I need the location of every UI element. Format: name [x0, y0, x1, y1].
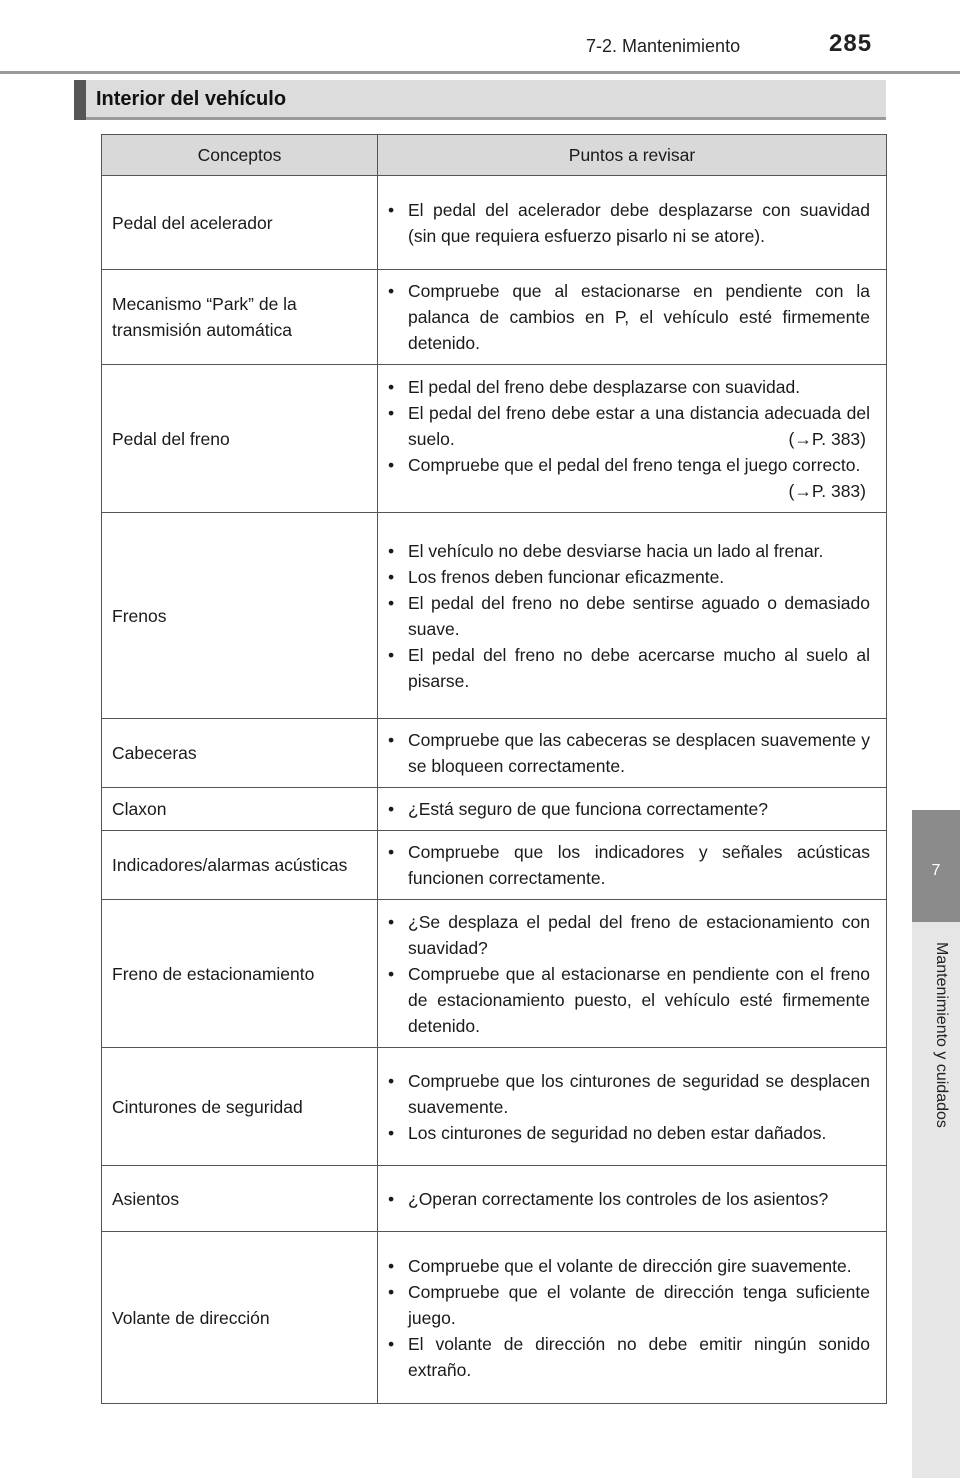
list-item [388, 278, 870, 356]
list-item [388, 197, 870, 249]
concept-cell: Claxon [102, 788, 378, 831]
list-item [388, 796, 870, 822]
point-text: Compruebe que al estacionarse en pendiente con la palanca de cambios en P, el vehículo esté firmemente detenido. [408, 281, 870, 353]
list-item [388, 452, 870, 501]
points-list [388, 538, 870, 694]
list-item [388, 1279, 870, 1331]
points-cell [378, 788, 887, 831]
table-row [102, 1232, 887, 1404]
point-text: ¿Operan correctamente los controles de los asientos? [408, 1188, 829, 1209]
points-cell [378, 1166, 887, 1232]
list-item [388, 1186, 870, 1212]
concept-cell: Pedal del freno [102, 365, 378, 513]
points-cell [378, 270, 887, 365]
list-item [388, 839, 870, 891]
table-row [102, 831, 887, 900]
bullet-icon: • [388, 402, 395, 423]
points-list [388, 278, 870, 356]
point-text: El pedal del freno debe estar a una distancia adecuada del suelo. [408, 402, 870, 449]
point-text: Compruebe que los indicadores y señales acústicas funcionen correctamente. [408, 842, 870, 888]
points-cell [378, 513, 887, 719]
list-item [388, 961, 870, 1039]
concept-cell: Pedal del acelerador [102, 176, 378, 270]
list-item [388, 727, 870, 779]
points-list [388, 1253, 870, 1383]
points-cell [378, 1232, 887, 1404]
concept-cell: Asientos [102, 1166, 378, 1232]
list-item [388, 564, 870, 590]
points-cell [378, 365, 887, 513]
table-row [102, 719, 887, 788]
point-text: El pedal del freno no debe acercarse mucho al suelo al pisarse. [408, 644, 870, 691]
points-list [388, 727, 870, 779]
concept-cell: Freno de estacionamiento [102, 900, 378, 1048]
heading-accent-bar [74, 80, 86, 120]
bullet-icon: • [388, 1255, 395, 1276]
points-list [388, 796, 870, 822]
chapter-side-tab [912, 810, 960, 1478]
page-reference: (→P. 383) [788, 428, 866, 449]
table-row [102, 365, 887, 513]
list-item [388, 1253, 870, 1279]
point-text: Los frenos deben funcionar eficazmente. [408, 566, 725, 587]
points-cell [378, 831, 887, 900]
inspection-table [101, 134, 887, 1404]
list-item [388, 1331, 870, 1383]
points-cell [378, 719, 887, 788]
bullet-icon: • [388, 376, 395, 397]
points-cell [378, 176, 887, 270]
point-text: El pedal del acelerador debe desplazarse con suavidad (sin que requiera esfuerzo pisarlo ni se atore). [408, 199, 870, 246]
concept-cell: Indicadores/alarmas acústicas [102, 831, 378, 900]
point-text: El pedal del freno no debe sentirse aguado o demasiado suave. [408, 592, 870, 639]
list-item [388, 642, 870, 694]
points-list [388, 909, 870, 1039]
point-text: Compruebe que el volante de dirección gire suavemente. [408, 1255, 852, 1276]
list-item [388, 374, 870, 400]
header-divider [0, 71, 960, 74]
page-number: 285 [829, 30, 873, 57]
table-row [102, 900, 887, 1048]
column-header-concepts: Conceptos [102, 135, 378, 176]
point-text: Compruebe que las cabeceras se desplacen suavemente y se bloqueen correctamente. [408, 730, 870, 776]
chapter-label: Mantenimiento y cuidados [933, 942, 950, 1128]
bullet-icon: • [388, 281, 395, 301]
point-text: ¿Está seguro de que funciona correctamente? [408, 799, 768, 819]
list-item [388, 400, 870, 452]
point-text: El volante de dirección no debe emitir ningún sonido extraño. [408, 1333, 870, 1380]
bullet-icon: • [388, 1188, 395, 1209]
bullet-icon: • [388, 1070, 395, 1091]
bullet-icon: • [388, 199, 395, 220]
bullet-icon: • [388, 963, 395, 984]
list-item [388, 1068, 870, 1120]
points-list [388, 1186, 870, 1212]
concept-cell: Cinturones de seguridad [102, 1048, 378, 1166]
table-header-row [102, 135, 887, 176]
page-reference: (→P. 383) [788, 480, 866, 501]
point-text: Compruebe que al estacionarse en pendiente con el freno de estacionamiento puesto, el vehículo esté firmemente detenido. [408, 963, 870, 1036]
page-header [0, 0, 960, 74]
table-row [102, 788, 887, 831]
section-heading [74, 80, 886, 120]
bullet-icon: • [388, 842, 395, 862]
bullet-icon: • [388, 1122, 395, 1143]
table-row [102, 270, 887, 365]
bullet-icon: • [388, 592, 395, 613]
table-body [102, 176, 887, 1404]
point-text: Compruebe que los cinturones de seguridad se desplacen suavemente. [408, 1070, 870, 1117]
table-row [102, 176, 887, 270]
table-row [102, 513, 887, 719]
section-reference: 7-2. Mantenimiento [586, 36, 741, 56]
bullet-icon: • [388, 540, 395, 561]
bullet-icon: • [388, 454, 395, 475]
point-text: Compruebe que el volante de dirección tenga suficiente juego. [408, 1281, 870, 1328]
bullet-icon: • [388, 1281, 395, 1302]
column-header-points: Puntos a revisar [378, 135, 887, 176]
point-text: Compruebe que el pedal del freno tenga el juego correcto. [408, 454, 861, 475]
bullet-icon: • [388, 799, 395, 819]
concept-cell: Mecanismo “Park” de la transmisión automática [102, 270, 378, 365]
points-cell [378, 900, 887, 1048]
concept-cell: Frenos [102, 513, 378, 719]
section-title: Interior del vehículo [96, 88, 287, 110]
point-text: ¿Se desplaza el pedal del freno de estacionamiento con suavidad? [408, 911, 870, 958]
list-item [388, 909, 870, 961]
bullet-icon: • [388, 644, 395, 665]
points-list [388, 374, 870, 501]
points-list [388, 1068, 870, 1146]
point-text: Los cinturones de seguridad no deben estar dañados. [408, 1122, 827, 1143]
bullet-icon: • [388, 730, 395, 750]
list-item [388, 538, 870, 564]
list-item [388, 590, 870, 642]
point-text: El pedal del freno debe desplazarse con suavidad. [408, 376, 801, 397]
points-cell [378, 1048, 887, 1166]
point-text: El vehículo no debe desviarse hacia un lado al frenar. [408, 540, 824, 561]
table-row [102, 1166, 887, 1232]
list-item [388, 1120, 870, 1146]
bullet-icon: • [388, 566, 395, 587]
concept-cell: Cabeceras [102, 719, 378, 788]
concept-cell: Volante de dirección [102, 1232, 378, 1404]
bullet-icon: • [388, 911, 395, 932]
chapter-number: 7 [912, 810, 960, 922]
points-list [388, 839, 870, 891]
points-list [388, 197, 870, 249]
bullet-icon: • [388, 1333, 395, 1354]
table-row [102, 1048, 887, 1166]
